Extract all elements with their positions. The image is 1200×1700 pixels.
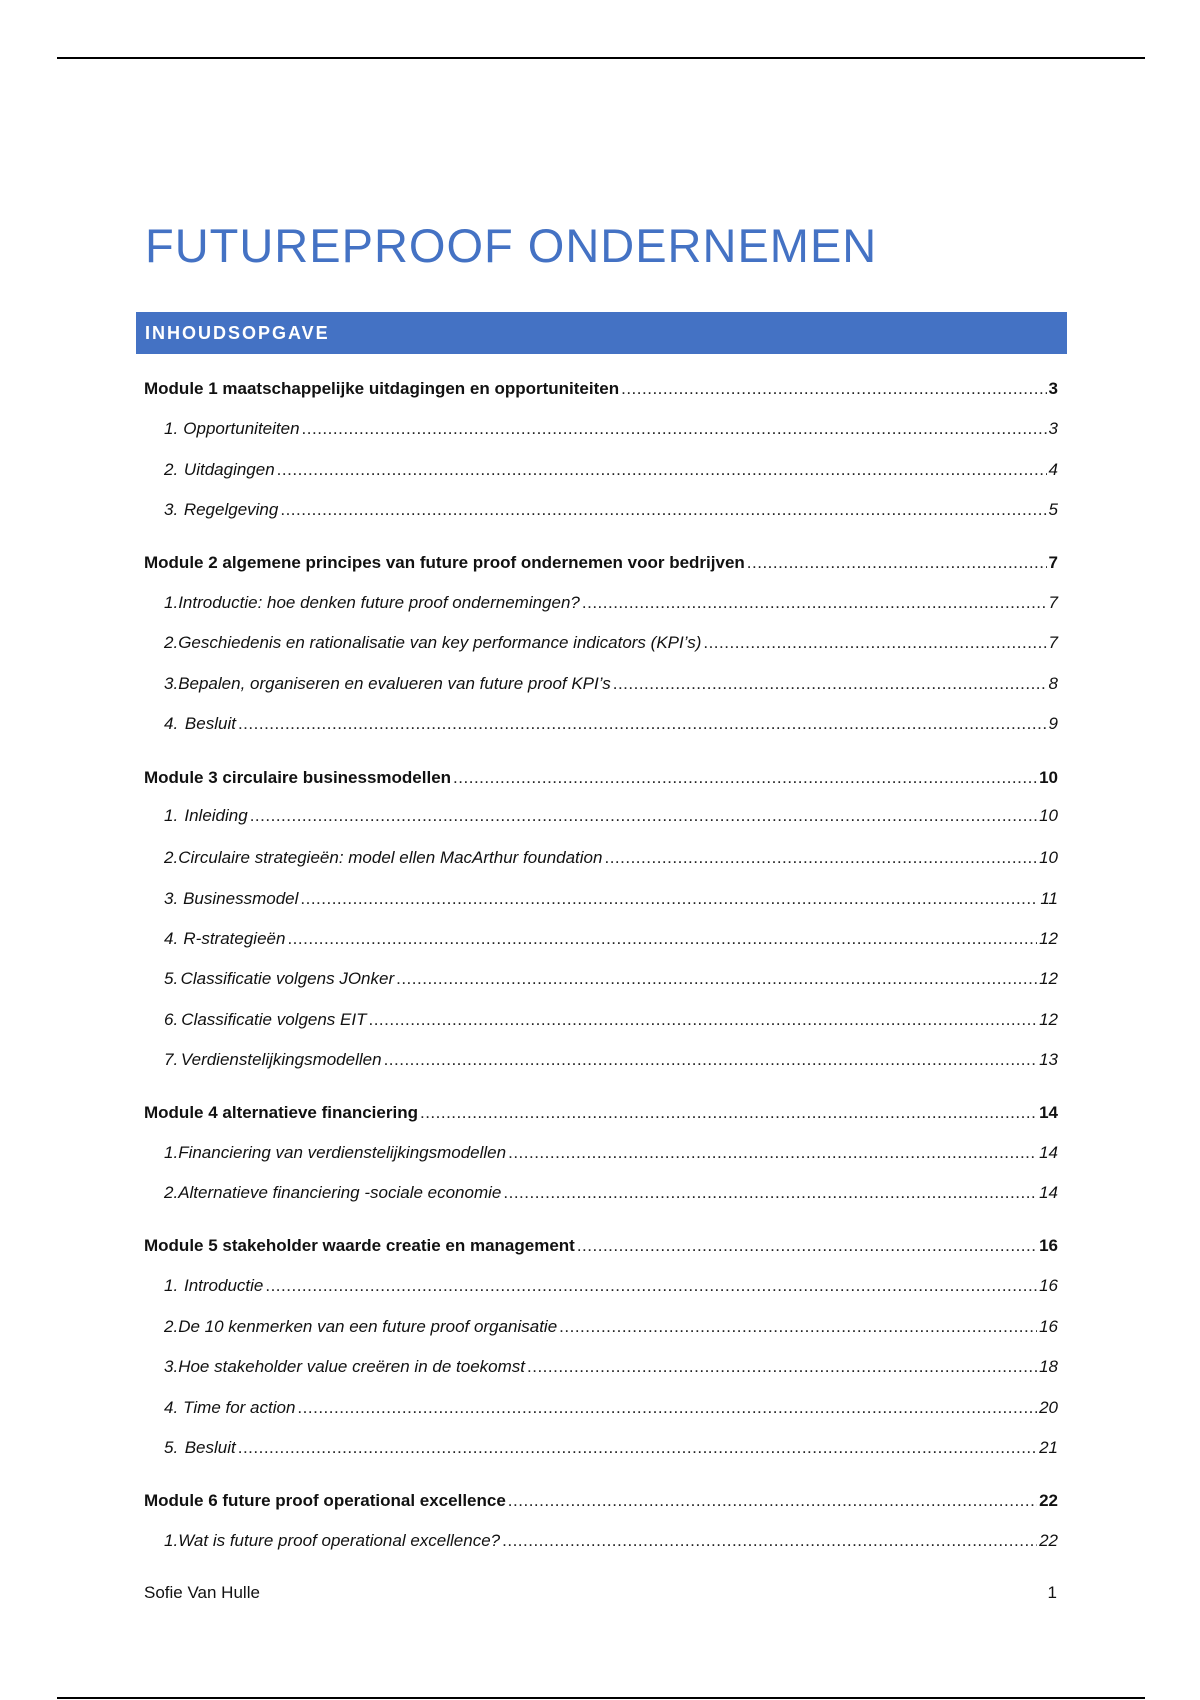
toc-entry-label: Module 5 stakeholder waarde creatie en management [144, 1236, 575, 1255]
toc-entry-number: 2. [164, 633, 179, 652]
toc-entry-page: 4 [1048, 460, 1058, 479]
toc-entry-number: 1. [164, 419, 179, 438]
toc-entry-number: 1. [164, 593, 179, 612]
toc-entry-page: 21 [1039, 1438, 1058, 1457]
toc-entry-label: Alternatieve financiering -sociale economie [178, 1183, 502, 1202]
dot-leader [384, 1050, 1038, 1070]
toc-entry-number: 2. [164, 460, 179, 479]
toc-module-entry[interactable] [144, 1491, 1058, 1511]
dot-leader [508, 1491, 1037, 1511]
toc-entry-label: Besluit [184, 714, 236, 733]
dot-leader [250, 806, 1037, 826]
toc-entry-label: Besluit [184, 1438, 236, 1457]
toc-entry-label: Module 1 maatschappelijke uitdagingen en opportuniteiten [144, 379, 620, 398]
toc-entry-label: Bepalen, organiseren en evalueren van future proof KPI’s [178, 674, 611, 693]
toc-entry-label: Module 6 future proof operational excellence [144, 1491, 506, 1510]
toc-entry-label: Time for action [183, 1398, 296, 1417]
toc-entry-page: 22 [1039, 1491, 1058, 1510]
toc-entry-label: Classificatie volgens JOnker [180, 969, 395, 988]
toc-header-bar: INHOUDSOPGAVE [136, 312, 1067, 354]
toc-module-entry[interactable] [144, 553, 1058, 573]
toc-entry-number: 1. [164, 1531, 179, 1550]
toc-sub-entry[interactable] [164, 1357, 1058, 1377]
footer-rule [57, 1697, 1145, 1699]
dot-leader [297, 1398, 1037, 1418]
toc-sub-entry[interactable] [164, 848, 1058, 868]
toc-entry-page: 14 [1039, 1143, 1058, 1162]
toc-entry-page: 18 [1039, 1357, 1058, 1376]
toc-entry-number: 6. [164, 1010, 179, 1029]
dot-leader [238, 714, 1047, 734]
toc-entry-number: 2. [164, 1183, 179, 1202]
toc-sub-entry[interactable] [164, 593, 1058, 613]
toc-entry-page: 5 [1048, 500, 1058, 519]
toc-entry-number: 3. [164, 889, 179, 908]
dot-leader [265, 1276, 1037, 1296]
toc-module-entry[interactable] [144, 768, 1058, 788]
toc-entry-label: Introductie [183, 1276, 264, 1295]
toc-entry-page: 13 [1039, 1050, 1058, 1069]
toc-entry-page: 11 [1040, 889, 1058, 908]
toc-entry-page: 7 [1048, 553, 1058, 572]
toc-entry-number: 2. [164, 1317, 179, 1336]
toc-sub-entry[interactable] [164, 1438, 1058, 1458]
toc-entry-page: 16 [1039, 1317, 1058, 1336]
toc-entry-page: 7 [1048, 633, 1058, 652]
toc-entry-label: Geschiedenis en rationalisatie van key performance indicators (KPI’s) [178, 633, 702, 652]
toc-sub-entry[interactable] [164, 889, 1058, 909]
footer-page-number: 1 [1047, 1583, 1057, 1602]
dot-leader [508, 1143, 1037, 1163]
toc-entry-page: 12 [1039, 969, 1058, 988]
toc-entry-label: Module 4 alternatieve financiering [144, 1103, 418, 1122]
toc-entry-label: Module 2 algemene principes van future proof ondernemen voor bedrijven [144, 553, 745, 572]
dot-leader [577, 1236, 1037, 1256]
toc-sub-entry[interactable] [164, 1276, 1058, 1296]
toc-entry-label: Introductie: hoe denken future proof ondernemingen? [178, 593, 580, 612]
toc-entry-label: Verdienstelijkingsmodellen [180, 1050, 382, 1069]
toc-entry-page: 16 [1039, 1276, 1058, 1295]
toc-entry-label: Uitdagingen [183, 460, 275, 479]
toc-entry-page: 16 [1039, 1236, 1058, 1255]
toc-entry-label: Opportuniteiten [183, 419, 300, 438]
toc-module-entry[interactable] [144, 379, 1058, 399]
toc-entry-label: Regelgeving [183, 500, 279, 519]
dot-leader [368, 1010, 1037, 1030]
dot-leader [613, 674, 1047, 694]
dot-leader [582, 593, 1047, 613]
toc-entry-label: Businessmodel [183, 889, 299, 908]
toc-entry-number: 3. [164, 1357, 179, 1376]
toc-entry-number: 5. [164, 969, 179, 988]
dot-leader [277, 460, 1047, 480]
dot-leader [502, 1531, 1037, 1551]
toc-entry-number: 7. [164, 1050, 179, 1069]
toc-entry-number: 1. [164, 1143, 179, 1162]
toc-sub-entry[interactable] [164, 460, 1058, 480]
toc-sub-entry[interactable] [164, 674, 1058, 694]
dot-leader [420, 1103, 1037, 1123]
toc-sub-entry[interactable] [164, 419, 1058, 439]
toc-entry-label: De 10 kenmerken van een future proof organisatie [178, 1317, 558, 1336]
toc-entry-label: R-strategieën [183, 929, 286, 948]
toc-entry-number: 3. [164, 500, 179, 519]
toc-sub-entry[interactable] [164, 500, 1058, 520]
toc-entry-number: 5. [164, 1438, 179, 1457]
toc-entry-page: 20 [1039, 1398, 1058, 1417]
toc-entry-page: 10 [1039, 768, 1058, 787]
dot-leader [703, 633, 1046, 653]
dot-leader [300, 889, 1038, 909]
toc-entry-page: 3 [1048, 379, 1058, 398]
dot-leader [287, 929, 1037, 949]
toc-entry-label: Module 3 circulaire businessmodellen [144, 768, 452, 787]
dot-leader [453, 768, 1037, 788]
toc-entry-label: Inleiding [184, 806, 248, 825]
toc-entry-page: 10 [1039, 848, 1058, 867]
toc-entry-number: 1. [164, 1276, 179, 1295]
toc-entry-number: 2. [164, 848, 179, 867]
toc-entry-number: 1. [164, 806, 179, 825]
toc-entry-label: Classificatie volgens EIT [181, 1010, 367, 1029]
dot-leader [503, 1183, 1037, 1203]
dot-leader [302, 419, 1047, 439]
header-rule [57, 57, 1145, 59]
toc-entry-page: 12 [1039, 1010, 1058, 1029]
dot-leader [396, 969, 1037, 989]
dot-leader [238, 1438, 1037, 1458]
toc-entry-label: Wat is future proof operational excellence? [178, 1531, 501, 1550]
toc-entry-number: 3. [164, 674, 179, 693]
toc-entry-page: 14 [1039, 1183, 1058, 1202]
toc-module-entry[interactable] [144, 1103, 1058, 1123]
toc-entry-page: 3 [1048, 419, 1058, 438]
toc-sub-entry[interactable] [164, 1531, 1058, 1551]
toc-entry-label: Circulaire strategieën: model ellen MacArthur foundation [178, 848, 603, 867]
dot-leader [559, 1317, 1037, 1337]
toc-entry-page: 22 [1039, 1531, 1058, 1550]
toc-sub-entry[interactable] [164, 1183, 1058, 1203]
toc-entry-number: 4. [164, 929, 179, 948]
dot-leader [621, 379, 1046, 399]
toc-entry-label: Hoe stakeholder value creëren in de toekomst [178, 1357, 525, 1376]
toc-sub-entry[interactable] [164, 969, 1058, 989]
toc-sub-entry[interactable] [164, 1317, 1058, 1337]
toc-sub-entry[interactable] [164, 806, 1058, 826]
footer-author: Sofie Van Hulle [144, 1583, 260, 1602]
toc-entry-page: 14 [1039, 1103, 1058, 1122]
toc-entry-label: Financiering van verdienstelijkingsmodellen [178, 1143, 507, 1162]
document-title: FUTUREPROOF ONDERNEMEN [145, 219, 878, 272]
toc-entry-page: 7 [1048, 593, 1058, 612]
toc-entry-number: 4. [164, 714, 179, 733]
toc-sub-entry[interactable] [164, 1050, 1058, 1070]
toc-entry-number: 4. [164, 1398, 179, 1417]
toc-entry-page: 8 [1048, 674, 1058, 693]
toc-sub-entry[interactable] [164, 1010, 1058, 1030]
toc-sub-entry[interactable] [164, 714, 1058, 734]
toc-entry-page: 12 [1039, 929, 1058, 948]
toc-entry-page: 10 [1039, 806, 1058, 825]
dot-leader [604, 848, 1037, 868]
toc-module-entry[interactable] [144, 1236, 1058, 1256]
toc-sub-entry[interactable] [164, 1398, 1058, 1418]
toc-sub-entry[interactable] [164, 929, 1058, 949]
dot-leader [280, 500, 1046, 520]
dot-leader [527, 1357, 1037, 1377]
toc-entry-page: 9 [1048, 714, 1058, 733]
toc-sub-entry[interactable] [164, 633, 1058, 653]
dot-leader [747, 553, 1047, 573]
toc-sub-entry[interactable] [164, 1143, 1058, 1163]
